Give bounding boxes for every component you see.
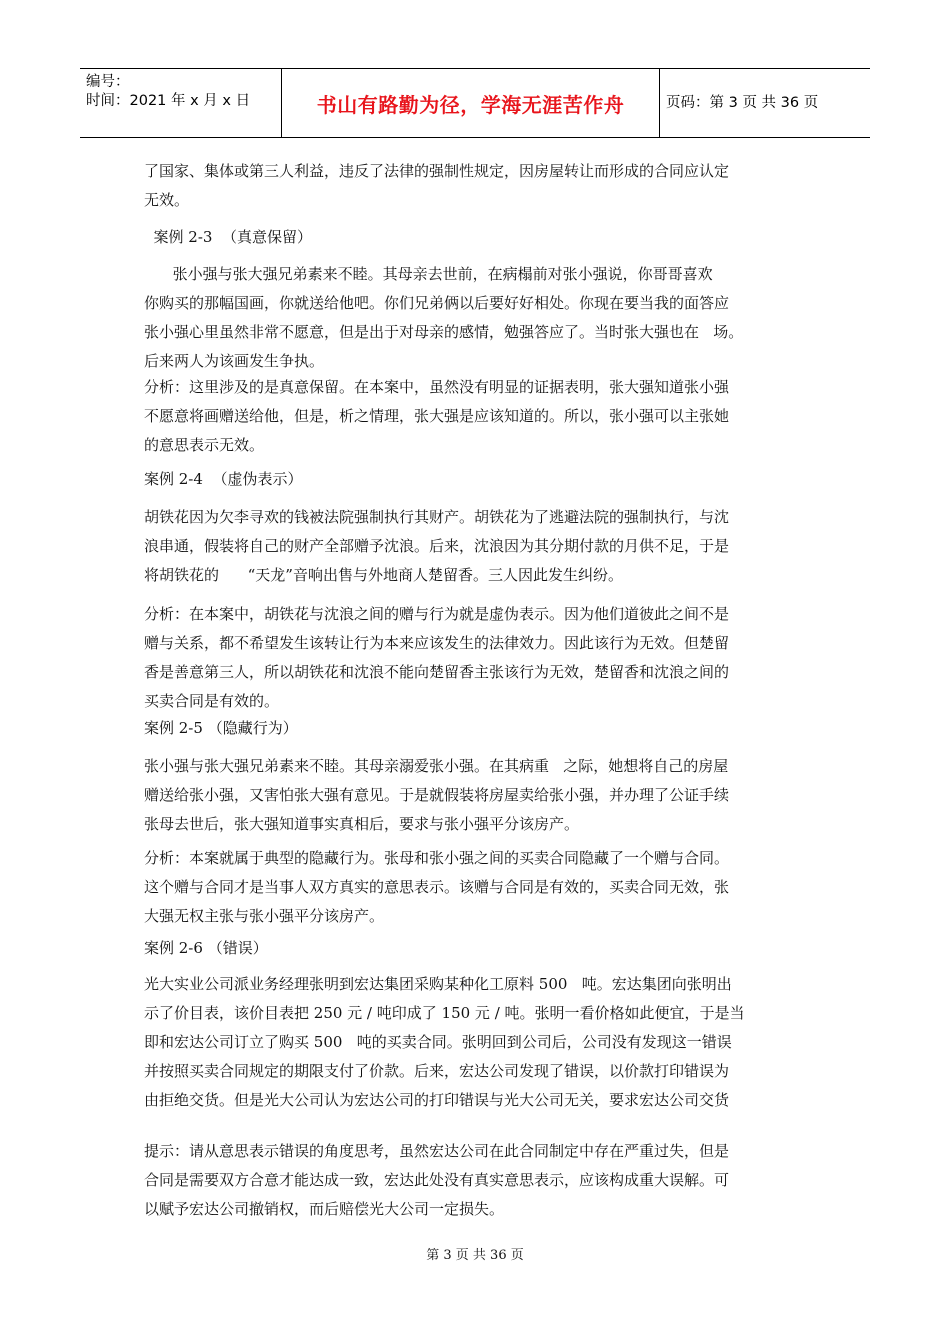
text-line: 胡铁花因为欠李寻欢的钱被法院强制执行其财产。胡铁花为了逃避法院的强制执行，与沈 <box>144 508 730 526</box>
text-line: 分析：本案就属于典型的隐藏行为。张母和张小强之间的买卖合同隐藏了一个赠与合同。 <box>144 849 730 867</box>
doc-date: 时间：2021 年 x 月 x 日 <box>86 93 251 109</box>
text-line: 分析：这里涉及的是真意保留。在本案中，虽然没有明显的证据表明，张大强知道张小强 <box>144 378 730 396</box>
paragraph <box>144 844 824 931</box>
paragraph <box>144 752 824 839</box>
text-line: 将胡铁花的 “天龙”音响出售与外地商人楚留香。三人因此发生纠纷。 <box>144 566 623 584</box>
paragraph <box>144 465 824 494</box>
text-line: 光大实业公司派业务经理张明到宏达集团采购某种化工原料 500 吨。宏达集团向张明出 <box>144 975 732 993</box>
text-line: 张小强心里虽然非常不愿意，但是出于对母亲的感情，勉强答应了。当时张大强也在 场。 <box>144 323 744 341</box>
text-line: 无效。 <box>144 191 190 209</box>
text-line: 赠送给张小强，又害怕张大强有意见。于是就假装将房屋卖给张小强，并办理了公证手续 <box>144 786 730 804</box>
text-line: 分析：在本案中，胡铁花与沈浪之间的赠与行为就是虚伪表示。因为他们道彼此之间不是 <box>144 605 730 623</box>
text-line: 并按照买卖合同规定的期限支付了价款。后来，宏达公司发现了错误，以价款打印错误为 <box>144 1062 730 1080</box>
text-line: 了国家、集体或第三人利益，违反了法律的强制性规定，因房屋转让而形成的合同应认定 <box>144 162 730 180</box>
paragraph <box>144 600 824 716</box>
doc-number: 编号： <box>86 74 130 90</box>
text-line: 由拒绝交货。但是光大公司认为宏达公司的打印错误与光大公司无关，要求宏达公司交货 <box>144 1091 730 1109</box>
page-header <box>80 68 870 138</box>
paragraph <box>144 157 824 215</box>
page-info: 页码：第 3 页 共 36 页 <box>666 94 819 111</box>
text-line: 案例 2-4 （虚伪表示） <box>144 470 303 488</box>
text-line: 后来两人为该画发生争执。 <box>144 352 325 370</box>
text-line: 香是善意第三人，所以胡铁花和沈浪不能向楚留香主张该行为无效，楚留香和沈浪之间的 <box>144 663 730 681</box>
text-line: 合同是需要双方合意才能达成一致，宏达此处没有真实意思表示，应该构成重大误解。可 <box>144 1171 730 1189</box>
text-line: 示了价目表，该价目表把 250 元 / 吨印成了 150 元 / 吨。张明一看价格如此便宜，于是当 <box>144 1004 745 1022</box>
text-line: 你购买的那幅国画，你就送给他吧。你们兄弟俩以后要好好相处。你现在要当我的面答应 <box>144 294 730 312</box>
motto: 书山有路勤为径，学海无涯苦作舟 <box>316 92 625 117</box>
text-line: 大强无权主张与张小强平分该房产。 <box>144 907 385 925</box>
text-line: 张小强与张大强兄弟素来不睦。其母亲溺爱张小强。在其病重 之际，她想将自己的房屋 <box>144 757 729 775</box>
header-page-cell <box>660 69 870 137</box>
text-line: 不愿意将画赠送给他，但是，析之情理，张大强是应该知道的。所以，张小强可以主张她 <box>144 407 730 425</box>
paragraph <box>144 1137 824 1224</box>
paragraph <box>144 223 824 252</box>
page-footer: 第 3 页 共 36 页 <box>426 1248 524 1263</box>
text-line: 即和宏达公司订立了购买 500 吨的买卖合同。张明回到公司后，公司没有发现这一错误 <box>144 1033 732 1051</box>
text-line: 赠与关系，都不希望发生该转让行为本来应该发生的法律效力。因此该行为无效。但楚留 <box>144 634 730 652</box>
text-line: 提示：请从意思表示错误的角度思考，虽然宏达公司在此合同制定中存在严重过失，但是 <box>144 1142 730 1160</box>
text-line: 买卖合同是有效的。 <box>144 692 280 710</box>
paragraph <box>144 970 824 1115</box>
text-line: 的意思表示无效。 <box>144 436 265 454</box>
paragraph <box>144 934 824 963</box>
text-line: 以赋予宏达公司撤销权，而后赔偿光大公司一定损失。 <box>144 1200 505 1218</box>
header-meta-cell <box>80 69 281 137</box>
text-line: 张小强与张大强兄弟素来不睦。其母亲去世前，在病榻前对张小强说，你哥哥喜欢 <box>144 265 713 283</box>
text-line: 案例 2-5 （隐藏行为） <box>144 719 298 737</box>
text-line: 这个赠与合同才是当事人双方真实的意思表示。该赠与合同是有效的，买卖合同无效，张 <box>144 878 730 896</box>
text-line: 浪串通，假装将自己的财产全部赠予沈浪。后来，沈浪因为其分期付款的月供不足，于是 <box>144 537 730 555</box>
paragraph <box>144 260 824 376</box>
paragraph <box>144 373 824 460</box>
text-line: 案例 2-6 （错误） <box>144 939 268 957</box>
paragraph <box>144 714 824 743</box>
paragraph <box>144 503 824 590</box>
header-motto-cell <box>282 69 659 137</box>
text-line: 案例 2-3 （真意保留） <box>144 228 312 246</box>
text-line: 张母去世后，张大强知道事实真相后，要求与张小强平分该房产。 <box>144 815 580 833</box>
